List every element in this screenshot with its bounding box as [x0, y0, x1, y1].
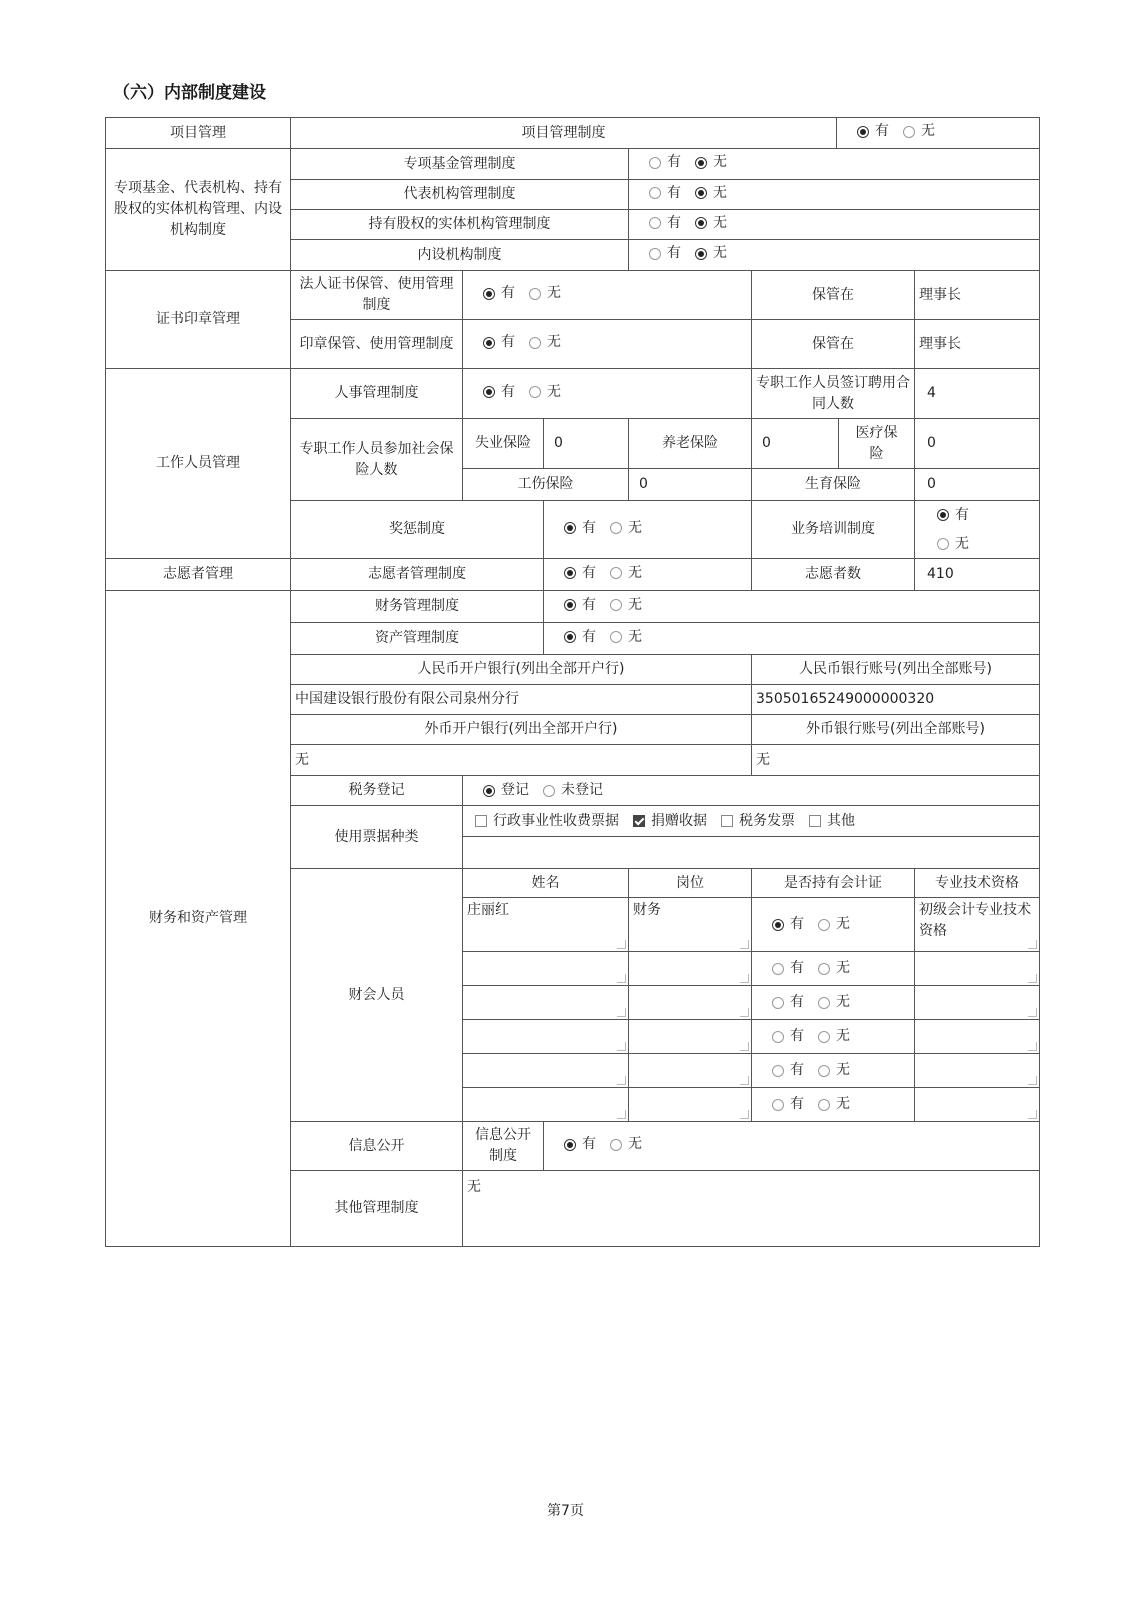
radio-yes [483, 288, 495, 300]
training-system-radio [914, 500, 1040, 559]
seal-item-label: 印章保管、使用管理制度 [290, 319, 463, 369]
radio-no [818, 1065, 830, 1077]
rmb-bank-value: 中国建设银行股份有限公司泉州分行 [290, 684, 752, 715]
pension-label: 养老保险 [628, 418, 752, 469]
other-system-value: 无 [462, 1170, 1040, 1247]
radio-no [695, 187, 707, 199]
acc-cell-post [628, 1053, 752, 1088]
radio-label: 有 [667, 184, 681, 201]
radio-label: 有 [501, 334, 515, 351]
radio-no [529, 337, 541, 349]
radio-registered [483, 785, 495, 797]
medical-value: 0 [914, 418, 1040, 469]
radio-no [610, 631, 622, 643]
acc-cell-post [628, 951, 752, 986]
acc-cell-cert [751, 1087, 915, 1122]
radio-label: 无 [921, 123, 935, 140]
training-system-label: 业务培训制度 [751, 500, 915, 559]
radio-label: 无 [713, 245, 727, 262]
invoice-option-label: 行政事业性收费票据 [493, 812, 619, 829]
radio-label: 无 [547, 334, 561, 351]
radio-no [818, 997, 830, 1009]
acc-cell-qual [914, 1053, 1040, 1088]
radio-label: 有 [582, 596, 596, 613]
acc-cell-name [462, 897, 629, 952]
tax-radio [462, 775, 1040, 806]
radio-label: 无 [628, 1136, 642, 1153]
resize-grip-icon [617, 1008, 626, 1017]
acc-cell-name [462, 985, 629, 1020]
acc-cell-name [462, 951, 629, 986]
acc-cell-post [628, 897, 752, 952]
radio-label: 无 [955, 535, 969, 552]
keeper-value: 理事长 [914, 270, 1040, 320]
acc-header-qual: 专业技术资格 [914, 868, 1040, 898]
radio-yes [649, 248, 661, 260]
asset-system-label: 资产管理制度 [290, 622, 544, 655]
radio-label: 有 [790, 1062, 804, 1078]
medical-label: 医疗保险 [838, 418, 915, 469]
radio-yes [772, 997, 784, 1009]
resize-grip-icon [1028, 1008, 1037, 1017]
fin-system-radio [543, 590, 1040, 623]
radio-label: 有 [955, 506, 969, 523]
special-item-label: 专项基金管理制度 [290, 148, 629, 180]
acc-header-name: 姓名 [462, 868, 629, 898]
invoice-label: 使用票据种类 [290, 805, 463, 869]
radio-label: 无 [713, 214, 727, 231]
acc-cell-qual [914, 897, 1040, 952]
tax-label: 税务登记 [290, 775, 463, 806]
resize-grip-icon [617, 940, 626, 949]
radio-yes [772, 919, 784, 931]
project-system-radio [836, 117, 1040, 149]
radio-yes [564, 599, 576, 611]
acc-cell-name [462, 1087, 629, 1122]
radio-label: 有 [667, 154, 681, 171]
special-item-radio [628, 179, 1040, 210]
radio-label: 无 [836, 994, 850, 1010]
invoice-option [633, 811, 707, 832]
resize-grip-icon [1028, 1042, 1037, 1051]
radio-label: 无 [547, 383, 561, 400]
radio-yes [937, 509, 949, 521]
resize-grip-icon [740, 974, 749, 983]
volunteer-system-label: 志愿者管理制度 [290, 558, 544, 591]
radio-no [818, 963, 830, 975]
acc-cell-cert [751, 1053, 915, 1088]
contract-count-value: 4 [914, 368, 1040, 419]
staff-label: 工作人员管理 [105, 368, 291, 559]
radio-no [903, 126, 915, 138]
radio-label: 无 [836, 916, 850, 932]
special-item-radio [628, 209, 1040, 240]
radio-no [937, 538, 949, 550]
radio-no [610, 522, 622, 534]
checkbox-icon [809, 815, 821, 827]
injury-value: 0 [628, 468, 752, 501]
radio-label: 有 [501, 383, 515, 400]
seal-item-label: 法人证书保管、使用管理制度 [290, 270, 463, 320]
radio-no [695, 217, 707, 229]
radio-label: 有 [790, 960, 804, 976]
radio-label: 无 [836, 1062, 850, 1078]
radio-unregistered [543, 785, 555, 797]
radio-label: 有 [667, 214, 681, 231]
acc-cell-name [462, 1053, 629, 1088]
radio-no [818, 1099, 830, 1111]
resize-grip-icon [740, 1076, 749, 1085]
radio-label: 登记 [501, 782, 529, 798]
disclosure-label: 信息公开 [290, 1121, 463, 1171]
seal-item-radio [462, 319, 752, 369]
radio-no [529, 386, 541, 398]
resize-grip-icon [617, 1042, 626, 1051]
radio-yes [857, 126, 869, 138]
acc-cell-qual [914, 985, 1040, 1020]
radio-yes [564, 1139, 576, 1151]
resize-grip-icon [1028, 1110, 1037, 1119]
acc-cell-qual [914, 1087, 1040, 1122]
radio-label: 无 [836, 1028, 850, 1044]
resize-grip-icon [1028, 974, 1037, 983]
contract-count-label: 专职工作人员签订聘用合同人数 [751, 368, 915, 419]
fx-bank-value: 无 [290, 744, 752, 776]
acc-header-post: 岗位 [628, 868, 752, 898]
radio-label: 有 [790, 1028, 804, 1044]
radio-label: 未登记 [561, 782, 603, 798]
special-item-radio [628, 148, 1040, 180]
acc-header-cert: 是否持有会计证 [751, 868, 915, 898]
maternity-value: 0 [914, 468, 1040, 501]
radio-label: 有 [790, 994, 804, 1010]
invoice-option [475, 811, 619, 832]
acc-cell-post [628, 985, 752, 1020]
resize-grip-icon [617, 974, 626, 983]
acc-value: 财务 [633, 902, 661, 918]
unemployment-value: 0 [543, 418, 629, 469]
resize-grip-icon [740, 1042, 749, 1051]
fx-bank-header: 外币开户银行(列出全部开户行) [290, 714, 752, 745]
radio-label: 无 [547, 285, 561, 302]
resize-grip-icon [740, 1008, 749, 1017]
acc-cell-cert [751, 985, 915, 1020]
acc-cell-name [462, 1019, 629, 1054]
hr-system-label: 人事管理制度 [290, 368, 463, 419]
radio-label: 无 [713, 184, 727, 201]
rmb-bank-header: 人民币开户银行(列出全部开户行) [290, 654, 752, 685]
radio-label: 无 [836, 960, 850, 976]
special-label: 专项基金、代表机构、持有股权的实体机构管理、内设机构制度 [105, 148, 291, 271]
radio-no [529, 288, 541, 300]
checkbox-icon [721, 815, 733, 827]
radio-label: 有 [790, 916, 804, 932]
radio-yes [564, 631, 576, 643]
radio-yes [772, 1031, 784, 1043]
radio-no [818, 1031, 830, 1043]
radio-no [695, 157, 707, 169]
project-label: 项目管理 [105, 117, 291, 149]
resize-grip-icon [1028, 940, 1037, 949]
keeper-value: 理事长 [914, 319, 1040, 369]
resize-grip-icon [740, 940, 749, 949]
radio-label: 无 [628, 564, 642, 581]
radio-no [818, 919, 830, 931]
radio-no [610, 1139, 622, 1151]
invoice-option-label: 税务发票 [739, 812, 795, 829]
finance-label: 财务和资产管理 [105, 590, 291, 1247]
radio-yes [483, 386, 495, 398]
acc-cell-post [628, 1019, 752, 1054]
special-item-radio [628, 239, 1040, 271]
hr-system-radio [462, 368, 752, 419]
resize-grip-icon [740, 1110, 749, 1119]
insurance-label: 专职工作人员参加社会保险人数 [290, 418, 463, 501]
rmb-account-header: 人民币银行账号(列出全部账号) [751, 654, 1040, 685]
invoice-option-label: 捐赠收据 [651, 812, 707, 829]
asset-system-radio [543, 622, 1040, 655]
invoice-extra [462, 836, 1040, 869]
radio-label: 无 [628, 519, 642, 536]
acc-value: 庄丽红 [467, 902, 509, 918]
invoice-option-label: 其他 [827, 812, 855, 829]
radio-yes [564, 567, 576, 579]
radio-yes [483, 337, 495, 349]
radio-yes [649, 157, 661, 169]
radio-yes [772, 963, 784, 975]
acc-cell-cert [751, 1019, 915, 1054]
other-system-label: 其他管理制度 [290, 1170, 463, 1247]
radio-label: 有 [790, 1096, 804, 1112]
special-item-label: 持有股权的实体机构管理制度 [290, 209, 629, 240]
radio-label: 有 [501, 285, 515, 302]
fx-account-value: 无 [751, 744, 1040, 776]
radio-label: 有 [582, 628, 596, 645]
acc-cell-cert [751, 951, 915, 986]
volunteer-count-label: 志愿者数 [751, 558, 915, 591]
radio-label: 有 [875, 123, 889, 140]
reward-system-label: 奖惩制度 [290, 500, 544, 559]
page-number: 第7页 [547, 1503, 584, 1519]
fin-system-label: 财务管理制度 [290, 590, 544, 623]
radio-label: 无 [628, 628, 642, 645]
radio-yes [649, 187, 661, 199]
acc-cell-qual [914, 951, 1040, 986]
special-item-label: 内设机构制度 [290, 239, 629, 271]
acc-cell-qual [914, 1019, 1040, 1054]
invoice-option [809, 811, 855, 832]
fx-account-header: 外币银行账号(列出全部账号) [751, 714, 1040, 745]
seal-label: 证书印章管理 [105, 270, 291, 369]
invoice-types [462, 805, 1040, 837]
radio-label: 有 [582, 1136, 596, 1153]
acc-cell-cert [751, 897, 915, 952]
maternity-label: 生育保险 [751, 468, 915, 501]
volunteer-system-radio [543, 558, 752, 591]
radio-yes [772, 1065, 784, 1077]
volunteer-label: 志愿者管理 [105, 558, 291, 591]
acc-value: 初级会计专业技术资格 [919, 902, 1031, 939]
rmb-account-value: 35050165249000000320 [751, 684, 1040, 715]
reward-system-radio [543, 500, 752, 559]
radio-yes [564, 522, 576, 534]
seal-item-radio [462, 270, 752, 320]
radio-no [610, 567, 622, 579]
radio-no [610, 599, 622, 611]
special-item-label: 代表机构管理制度 [290, 179, 629, 210]
invoice-option [721, 811, 795, 832]
resize-grip-icon [617, 1076, 626, 1085]
radio-label: 无 [836, 1096, 850, 1112]
keeper-label: 保管在 [751, 319, 915, 369]
disclosure-system-label: 信息公开制度 [462, 1121, 544, 1171]
checkbox-icon [475, 815, 487, 827]
disclosure-system-radio [543, 1121, 1040, 1171]
radio-yes [772, 1099, 784, 1111]
checkbox-icon [633, 815, 645, 827]
accountants-label: 财会人员 [290, 868, 463, 1122]
acc-cell-post [628, 1087, 752, 1122]
resize-grip-icon [617, 1110, 626, 1119]
resize-grip-icon [1028, 1076, 1037, 1085]
volunteer-count-value: 410 [914, 558, 1040, 591]
radio-label: 有 [582, 564, 596, 581]
radio-yes [649, 217, 661, 229]
radio-no [695, 248, 707, 260]
unemployment-label: 失业保险 [462, 418, 544, 469]
project-system-label: 项目管理制度 [290, 117, 837, 149]
radio-label: 有 [582, 519, 596, 536]
injury-label: 工伤保险 [462, 468, 629, 501]
section-title: （六）内部制度建设 [113, 83, 266, 103]
keeper-label: 保管在 [751, 270, 915, 320]
radio-label: 有 [667, 245, 681, 262]
pension-value: 0 [751, 418, 839, 469]
radio-label: 无 [713, 154, 727, 171]
radio-label: 无 [628, 596, 642, 613]
